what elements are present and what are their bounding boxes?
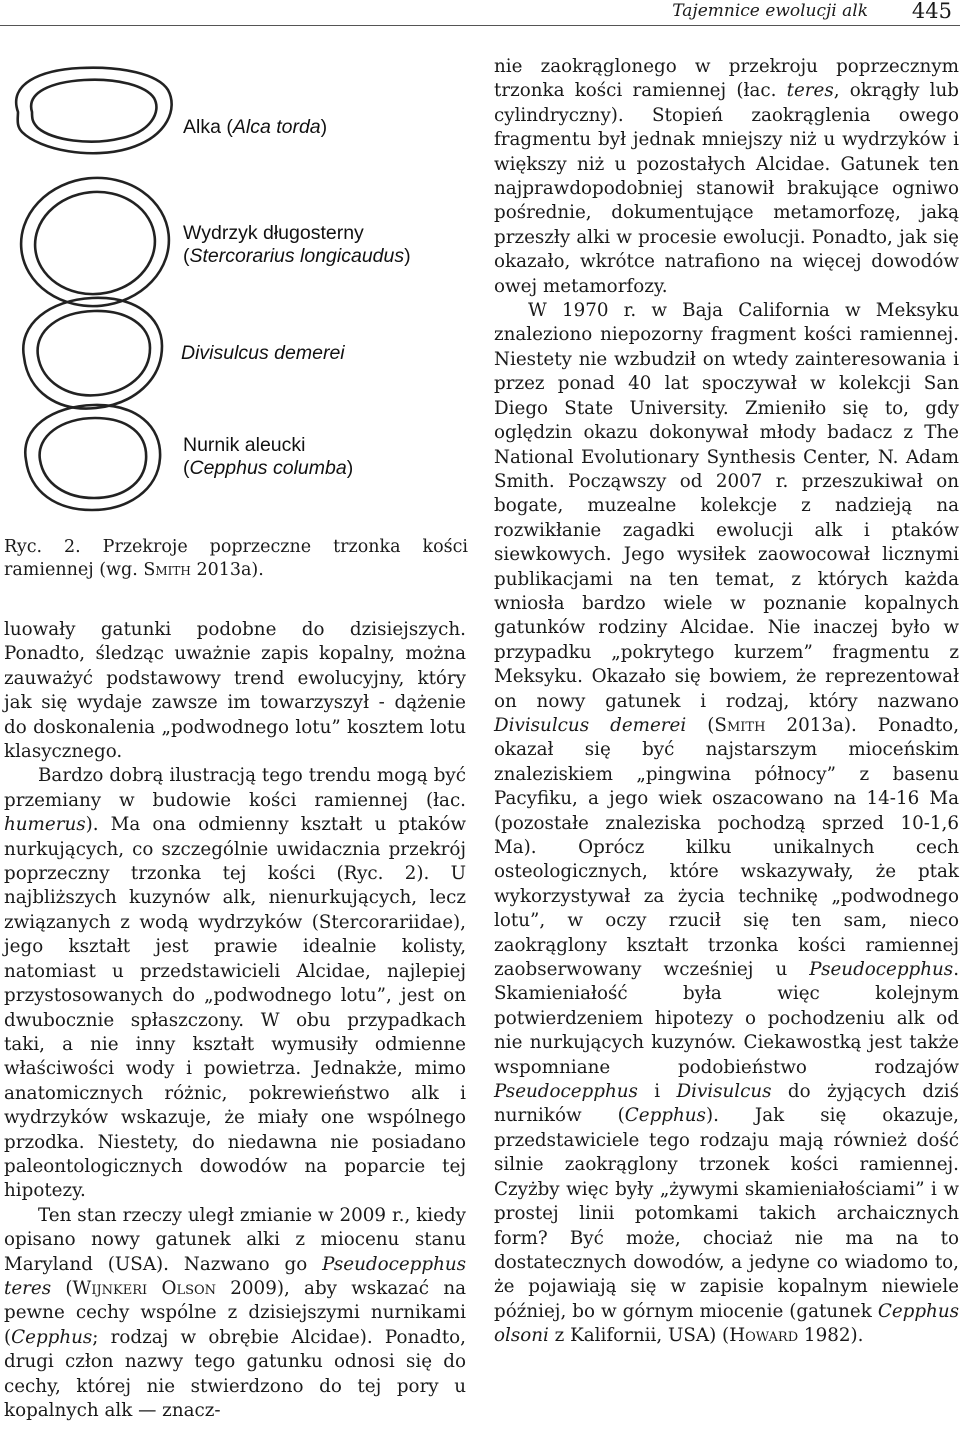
page-header bbox=[0, 0, 960, 24]
cross-section-cepphus-columba bbox=[25, 405, 160, 510]
cross-section-alca-torda bbox=[16, 68, 171, 154]
label-nurnik: Nurnik aleucki (Cepphus columba) bbox=[183, 434, 354, 479]
label-wydrzyk: Wydrzyk długosterny (Stercorarius longicaudus) bbox=[183, 222, 411, 267]
figure-caption: Ryc. 2. Przekroje poprzeczne trzonka kości ramiennej (wg. Smith 2013a). bbox=[4, 537, 468, 580]
left-column bbox=[4, 618, 466, 1423]
running-title: Tajemnice ewolucji alk bbox=[672, 1, 868, 21]
paragraph: Ten stan rzeczy uległ zmianie w 2009 r., kiedy opisano nowy gatunek alki z miocenu stanu Maryland (USA). Nazwano go Pseudocepphus teres (Wijnkeri Olson 2009), aby wskazać na pewne cechy wspólne z dzisiejszymi nurnikami (Cepphus; rodzaj w obrębie Alcidae). Ponadto, drugi człon nazwy tego gatunku odnosi się do cechy, której nie stwierdzono do tej pory u kopalnych alk — znacz- bbox=[4, 1204, 466, 1421]
cross-section-divisulcus-demerei bbox=[23, 298, 162, 409]
paragraph: nie zaokrąglonego w przekroju poprzecznym trzonka kości ramiennej (łac. teres, okrągły lub cylindryczny). Stopień zaokrąglenia owego fragmentu był jednak mniejszy niż u wydrzyków i większy niż u pozostałych Alcidae. Gatunek ten najprawdopodobniej stanowił brakujące ogniwo pośrednie, dokumentujące metamorfozę, jaką przeszły alki w procesie ewolucji. Ponadto, jak się okazało, wkrótce natrafiono na więcej dowodów owej metamorfozy. bbox=[494, 56, 960, 297]
figure-humerus-cross-sections bbox=[0, 32, 480, 522]
label-alka: Alka (Alca torda) bbox=[183, 116, 328, 138]
paragraph: luowały gatunki podobne do dzisiejszych. Ponadto, śledząc uważnie zapis kopalny, można zauważyć podstawowy trend ewolucyjny, który jak się wydaje zawsze im towarzyszył - dążenie do doskonalenia „podwodnego lotu” kosztem lotu klasycznego. bbox=[4, 619, 466, 763]
label-divisulcus: Divisulcus demerei bbox=[181, 342, 345, 364]
page-number: 445 bbox=[911, 0, 952, 23]
header-rule bbox=[0, 25, 960, 26]
paragraph: W 1970 r. w Baja California w Meksyku znaleziono niepozorny fragment kości ramiennej. Niestety nie wzbudził on wtedy zainteresowania i przez ponad 40 lat spoczywał w kolekcji San Diego State University. Zmieniło się to, gdy oględzin okazu dokonywał młody badacz z The National Evolutionary Synthesis Center, N. Adam Smith. Począwszy od 2007 r. przeszukiwał on bogate, muzealne kolekcje z nadzieją na rozwikłanie zagadki ewolucji alk i ptaków siewkowych. Jego wysiłek zaowocował licznymi publikacjami na ten temat, z których każda wniosła bardzo wiele w poznanie kopalnych gatunków rodziny Alcidae. Nie inaczej było w przypadku „pokrytego kurzem” fragmentu z Meksyku. Okazało się bowiem, że reprezentował on nowy gatunek i rodzaj, który nazwano Divisulcus demerei (Smith 2013a). Ponadto, okazał się być najstarszym mioceńskim znaleziskiem „pingwina północy” z basenu Pacyfiku, a jego wiek oszacowano na 14-16 Ma (pozostałe znaleziska pochodzą sprzed 10-1,6 Ma). Oprócz kilku unikalnych cech osteologicznych, które wskazywały, że ptak wykorzystywał za życia technikę „podwodnego lotu”, w oczy rzucił się ten sam, nieco zaokrąglony kształt trzonka kości ramiennej zaobserwowany wcześniej u Pseudocepphus. Skamieniałość była więc kolejnym potwierdzeniem hipotezy o pochodzeniu alk od nie nurkujących kuzynów. Ciekawostką jest także wspomniane podobieństwo rodzajów Pseudocepphus i Divisulcus do żyjących dziś nurników (Cepphus). Jak się okazuje, przedstawiciele tego rodzaju mają również dość silnie zaokrąglony trzonek kości ramiennej. Czyżby więc były „żywymi skamieniałościami” i w prostej linii potomkami takich archaicznych form? Być może, chociaż nie ma na to dostatecznych dowodów, a jedyne co wiadomo to, że pojawiają się w zapisie kopalnym niewiele później, bo w górnym miocenie (gatunek Cepphus olsoni z Kalifornii, USA) (Howard 1982). bbox=[494, 300, 959, 1347]
paragraph: Bardzo dobrą ilustracją tego trendu mogą być przemiany w budowie kości ramiennej (łac. humerus). Ma ona odmienny kształt u ptaków nurkujących, co szczególnie uwidacznia przekrój poprzeczny trzonka tej kości (Ryc. 2). U najbliższych kuzynów alk, nienurkujących, lecz związanych z wodą wydrzyków (Stercorariidae), jego kształt jest prawie idealnie kolisty, natomiast u przedstawicieli Alcidae, najlepiej przystosowanych do „podwodnego lotu”, jest on dwubocznie spłaszczony. W obu przypadkach taki, a nie inny kształt wymusiły odmienne właściwości wody i powietrza. Jednakże, mimo anatomicznych różnic, pokrewieństwo alk i wydrzyków wskazuje, że miały one wspólnego przodka. Niestety, do niedawna nie posiadano paleontologicznych dowodów na poparcie tej hipotezy. bbox=[4, 765, 466, 1202]
cross-section-stercorarius-longicaudus bbox=[15, 171, 176, 314]
right-column bbox=[494, 55, 959, 1349]
